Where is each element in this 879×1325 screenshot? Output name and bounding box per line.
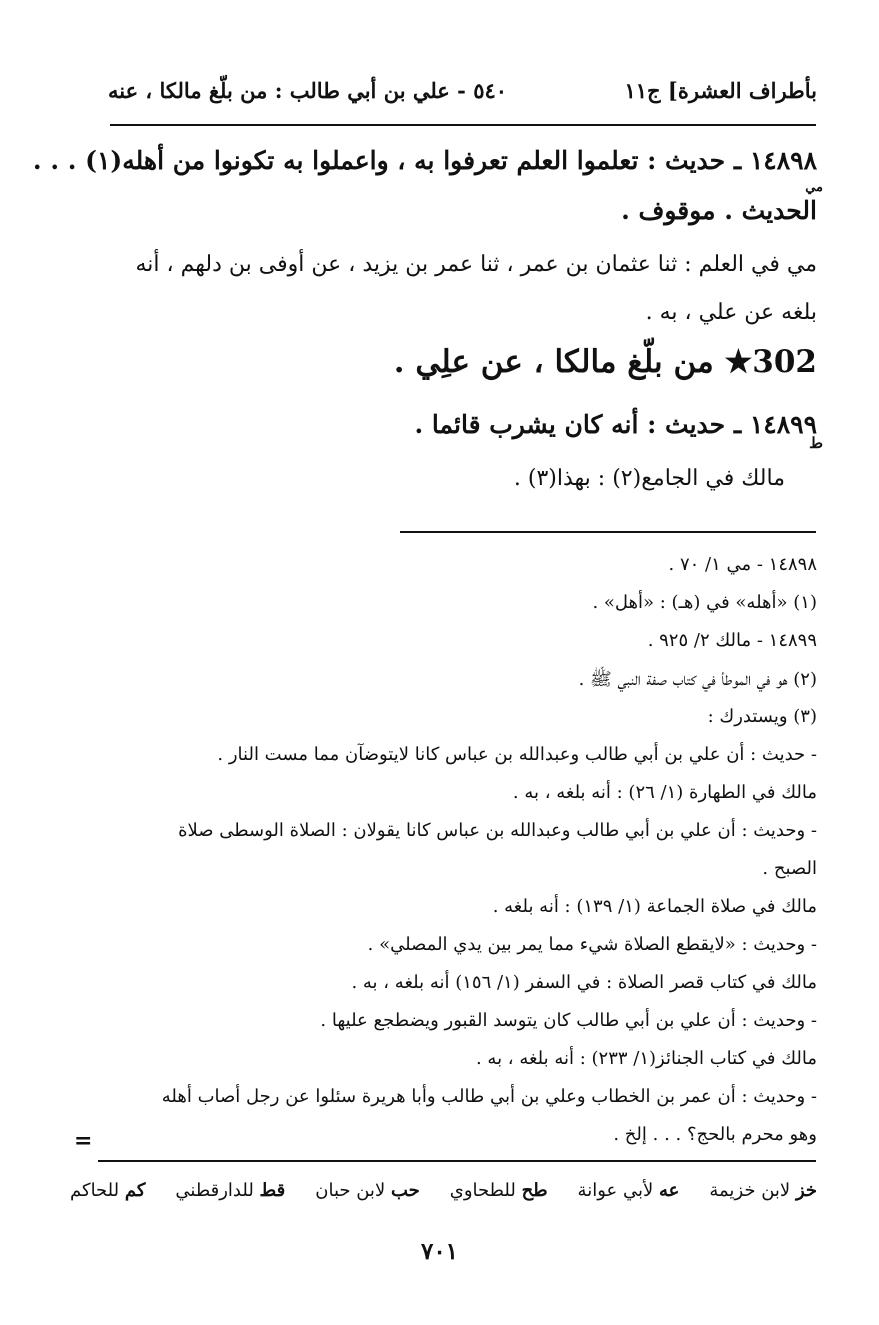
- footnote-line: - وحديث : «لايقطع الصلاة شيء مما يمر بين يدي المصلي» .: [367, 934, 817, 955]
- abbreviation-name: لابن خزيمة: [709, 1180, 791, 1201]
- page-number: ٧٠١: [420, 1238, 459, 1265]
- hadith-text: ـ حديث : أنه كان يشرب قائما .: [414, 410, 750, 439]
- running-header-left: ٥٤٠ - علي بن أبي طالب : من بلّغ مالكا ، عنه: [108, 78, 508, 103]
- footnote-line: (٣) ويستدرك :: [707, 706, 817, 727]
- abbreviation-code: خز: [795, 1180, 817, 1201]
- abbreviation-item: [450, 1180, 548, 1201]
- header-rule: [110, 124, 816, 126]
- source-indicator: ط: [809, 434, 823, 452]
- section-number: 302: [752, 344, 817, 380]
- footnote-line: الصبح .: [762, 858, 817, 879]
- abbreviation-code: قط: [259, 1180, 286, 1201]
- section-heading-302: [394, 344, 817, 380]
- footnote-line: مالك في كتاب قصر الصلاة : في السفر (١/ ١٥٦) أنه بلغه ، به .: [351, 972, 817, 993]
- star-icon: ★: [724, 344, 753, 380]
- entry-14899-line: [415, 410, 817, 439]
- abbreviation-item: [709, 1180, 817, 1201]
- section-title: من بلّغ مالكا ، عن علِي .: [393, 344, 725, 380]
- abbreviation-key: [70, 1180, 817, 1201]
- abbreviation-code: عه: [658, 1180, 680, 1201]
- entry-number: ١٤٨٩٩: [749, 410, 817, 439]
- abbreviation-name: لأبي عوانة: [577, 1180, 654, 1201]
- abbreviation-item: [175, 1180, 285, 1201]
- footnote-line: ١٤٨٩٩ - مالك ٢/ ٩٢٥ .: [647, 630, 817, 651]
- abbreviation-code: طح: [521, 1180, 548, 1201]
- footnote-line: مالك في صلاة الجماعة (١/ ١٣٩) : أنه بلغه .: [492, 896, 817, 917]
- entry-14898-line2: الحديث . موقوف .: [621, 196, 817, 225]
- abbreviation-name: لابن حبان: [315, 1180, 386, 1201]
- running-header-right: بأطراف العشرة] ج١١: [624, 78, 817, 103]
- abbreviation-name: للطحاوي: [449, 1180, 516, 1201]
- source-indicator: مي: [805, 180, 823, 195]
- footnote-line: (١) «أهله» في (هـ) : «أهل» .: [592, 592, 817, 613]
- abbreviation-code: كم: [124, 1180, 146, 1201]
- continuation-mark: =: [74, 1128, 93, 1154]
- abbreviation-item: [315, 1180, 420, 1201]
- footnote-line: - وحديث : أن علي بن أبي طالب وعبدالله بن عباس كانا يقولان : الصلاة الوسطى صلاة: [178, 820, 817, 841]
- entry-number: ١٤٨٩٨: [749, 146, 817, 175]
- abbreviation-item: [578, 1180, 680, 1201]
- abbreviation-item: [70, 1180, 145, 1201]
- entry-14898-source-line1: مي في العلم : ثنا عثمان بن عمر ، ثنا عمر بن يزيد ، عن أوفى بن دلهم ، أنه: [135, 252, 817, 277]
- abbreviation-name: للدارقطني: [175, 1180, 254, 1201]
- abbreviation-name: للحاكم: [70, 1180, 120, 1201]
- entry-14899-source: مالك في الجامع(٢) : بهذا(٣) .: [513, 466, 785, 491]
- footnote-line: - وحديث : أن عمر بن الخطاب وعلي بن أبي طالب وأبا هريرة سئلوا عن رجل أصاب أهله: [161, 1086, 817, 1107]
- footnote-line: مالك في الطهارة (١/ ٢٦) : أنه بلغه ، به .: [512, 782, 817, 803]
- abbreviation-code: حب: [390, 1180, 420, 1201]
- footnote-line: - وحديث : أن علي بن أبي طالب كان يتوسد القبور ويضطجع عليها .: [320, 1010, 817, 1031]
- footnote-line: مالك في كتاب الجنائز(١/ ٢٣٣) : أنه بلغه ، به .: [475, 1048, 817, 1069]
- footer-rule: [98, 1160, 816, 1162]
- hadith-text: ـ حديث : تعلموا العلم تعرفوا به ، واعملوا به تكونوا من أهله(١) . . .: [32, 146, 750, 175]
- entry-14898-source-line2: بلغه عن علي ، به .: [645, 300, 817, 325]
- footnote-line: ١٤٨٩٨ - مي ١/ ٧٠ .: [668, 554, 817, 575]
- footnote-line: (٢) هو في الموطأ في كتاب صفة النبي ﷺ .: [578, 669, 817, 690]
- footnote-separator: [400, 531, 816, 533]
- footnote-line: وهو محرم بالحج؟ . . . إلخ .: [613, 1124, 817, 1145]
- entry-14898-line1: [33, 146, 817, 175]
- footnote-line: - حديث : أن علي بن أبي طالب وعبدالله بن عباس كانا لايتوضآن مما مست النار .: [217, 744, 817, 765]
